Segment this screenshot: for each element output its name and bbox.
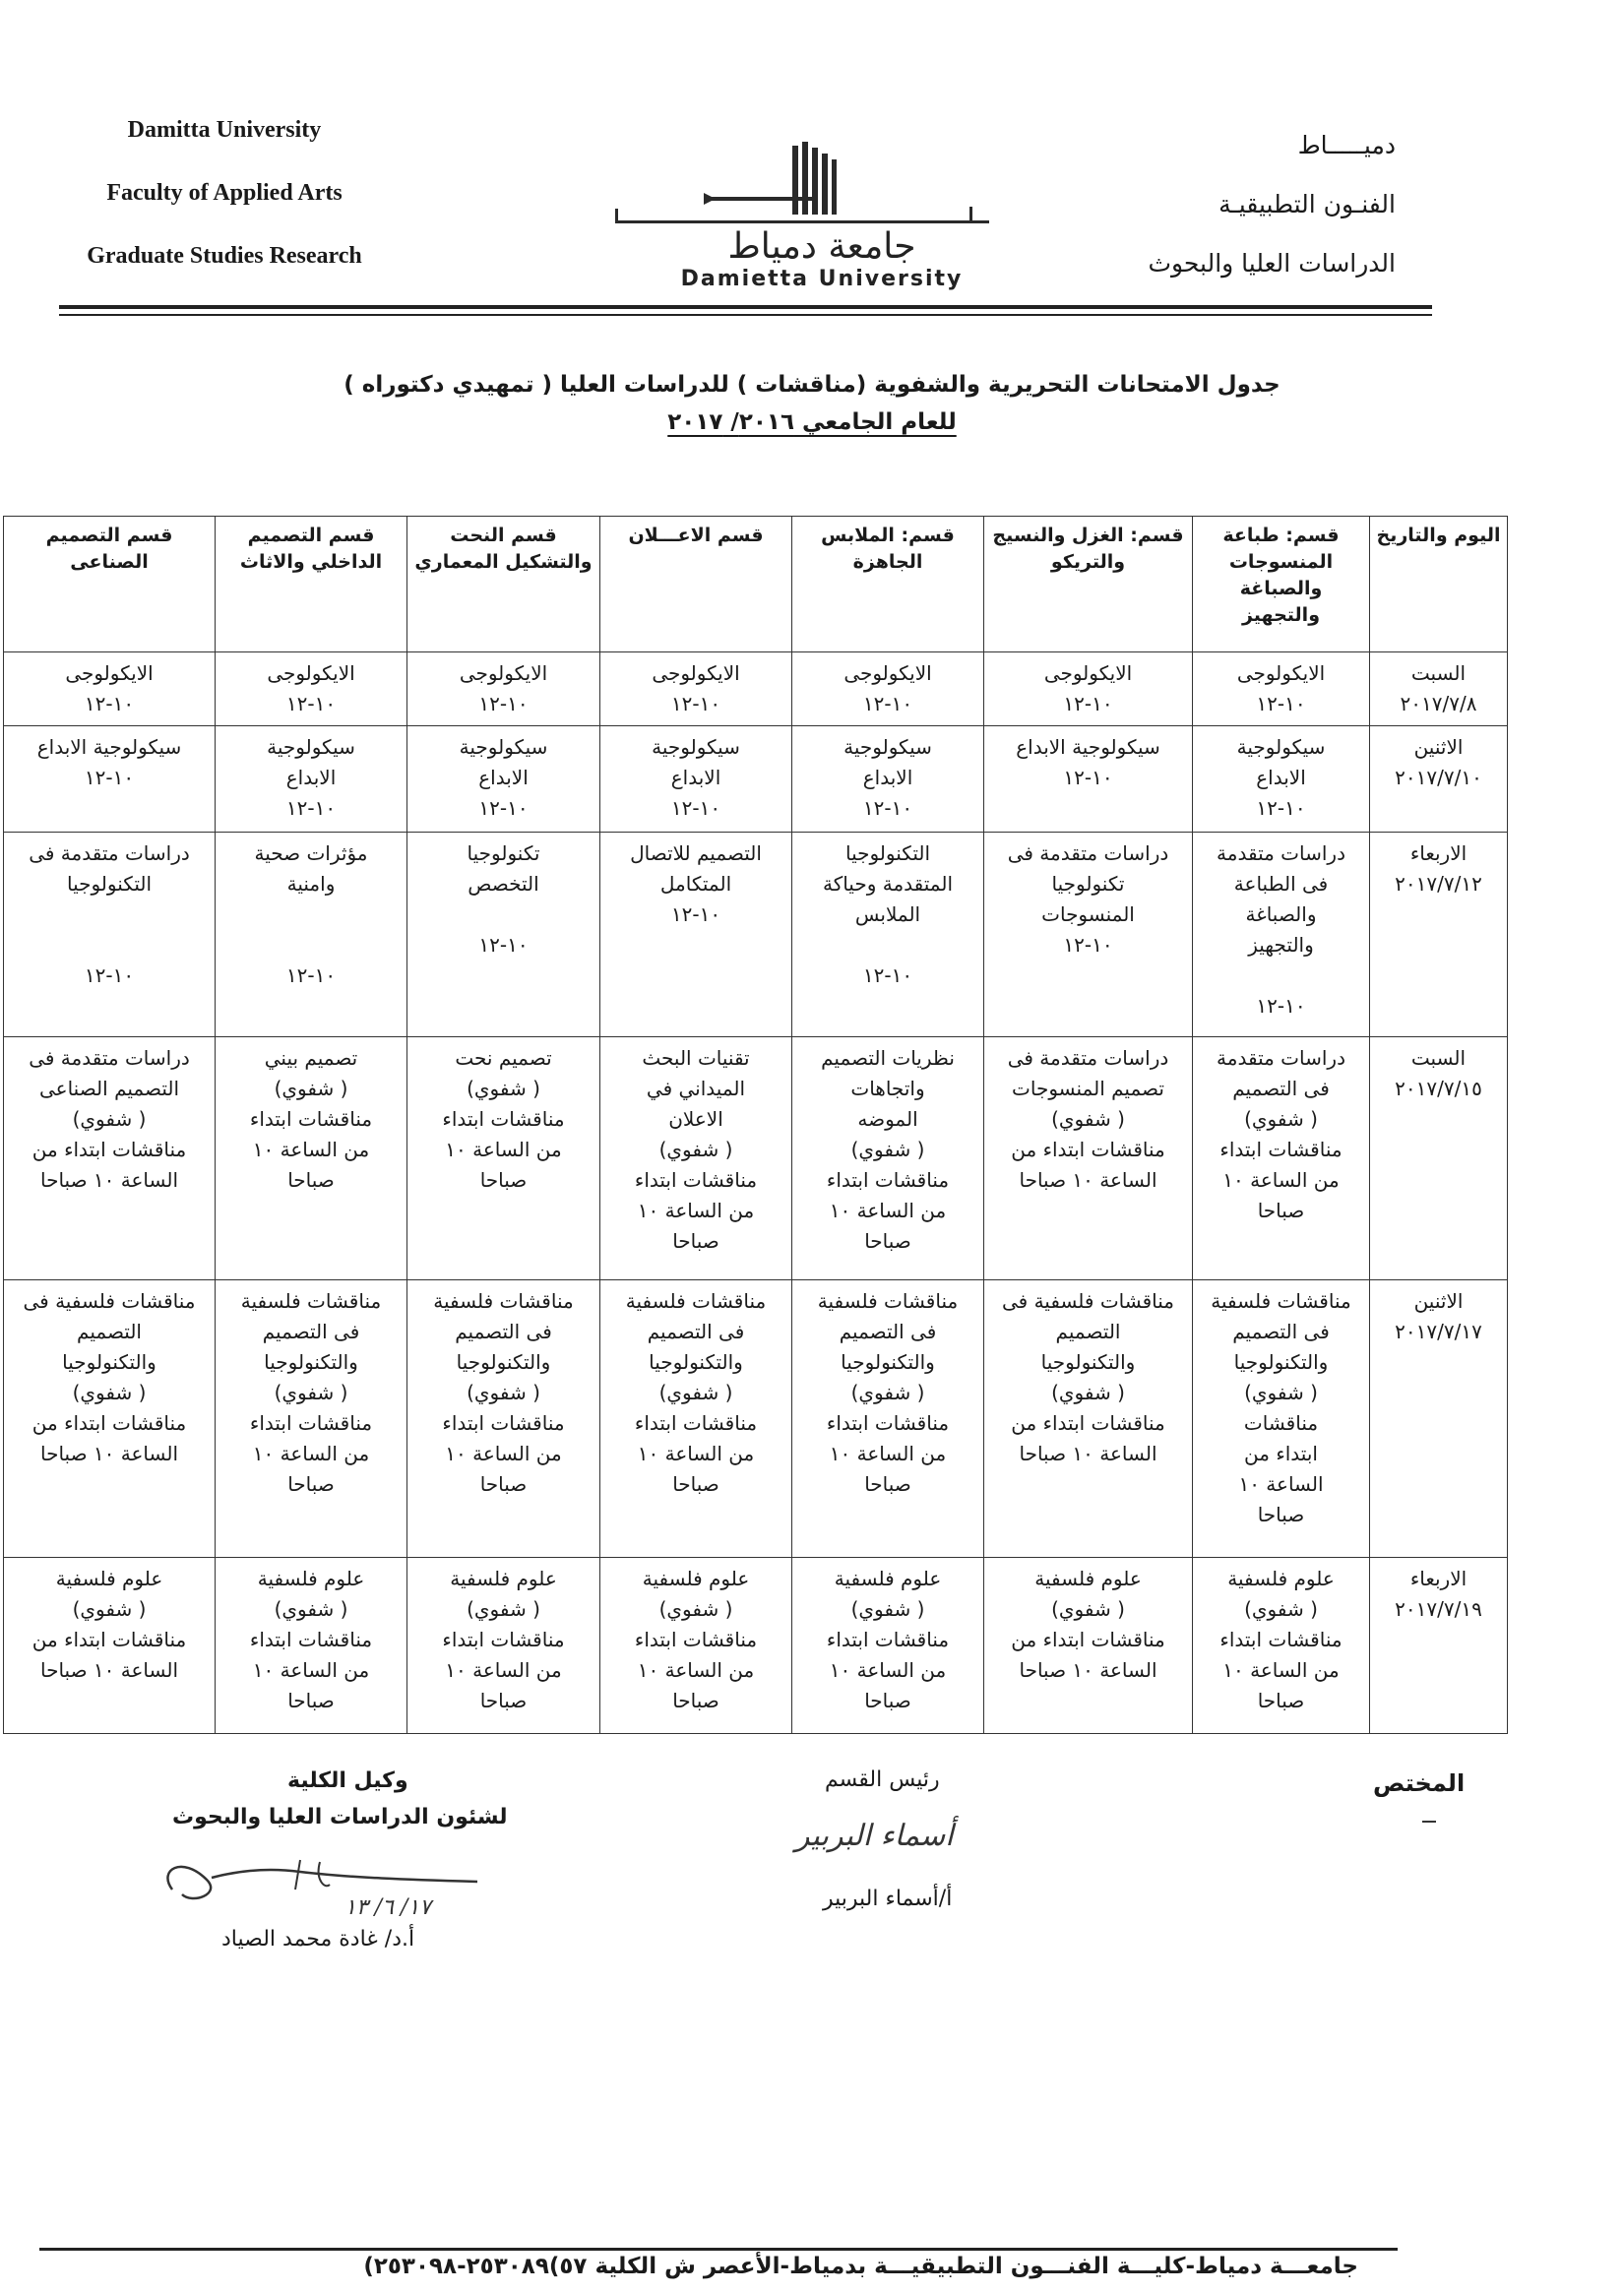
department-name-ar: الدراسات العليا والبحوث <box>1148 249 1396 278</box>
table-cell: تصميم نحت ( شفوي) مناقشات ابتداء من الساعة ١٠ صباحا <box>407 1037 600 1280</box>
table-cell: مناقشات فلسفية فى التصميم والتكنولوجيا ( شفوي) مناقشات ابتداء من الساعة ١٠ صباحا <box>792 1280 984 1558</box>
table-cell: سيكولوجية الابداع ١٠-١٢ <box>216 726 407 833</box>
table-row <box>4 1558 1508 1734</box>
table-cell: علوم فلسفية ( شفوي) مناقشات ابتداء من الساعة ١٠ صباحا <box>600 1558 792 1734</box>
table-row <box>4 1280 1508 1558</box>
column-header: قسم الاعـــلان <box>600 517 792 652</box>
university-name-en: Damitta University <box>127 117 322 143</box>
table-cell: مناقشات فلسفية فى التصميم والتكنولوجيا ( شفوي) مناقشات ابتداء من الساعة ١٠ صباحا <box>216 1280 407 1558</box>
table-cell: دراسات متقدمة فى التصميم الصناعى ( شفوي) مناقشات ابتداء من الساعة ١٠ صباحا <box>4 1037 216 1280</box>
university-name-ar: دميـــــاط <box>1297 131 1396 159</box>
footer-address: جامعـــة دمياط-كليـــة الفنـــون التطبيقيـــة بدمياط-الأعصر ش الكلية ٥٧)٢٥٣٠٨٩-٢٥٣٠٩٨) <box>363 2254 1358 2279</box>
table-row <box>4 652 1508 726</box>
vice-dean-name: أ.د/ غادة محمد الصياد <box>221 1927 415 1952</box>
table-row <box>4 726 1508 833</box>
table-cell: تقنيات البحث الميداني في الاعلان ( شفوي) مناقشات ابتداء من الساعة ١٠ صباحا <box>600 1037 792 1280</box>
department-name-en: Graduate Studies Research <box>87 243 362 269</box>
faculty-name-en: Faculty of Applied Arts <box>106 180 343 206</box>
header-rule-thin <box>59 314 1432 316</box>
department-head-handwritten-signature: أسماء البربير <box>795 1819 954 1853</box>
table-cell: علوم فلسفية ( شفوي) مناقشات ابتداء من الساعة ١٠ صباحا <box>1193 1558 1370 1734</box>
logo-english-text: Damietta University <box>680 267 964 291</box>
table-cell: الايكولوجى ١٠-١٢ <box>984 652 1193 726</box>
date-cell: الاثنين ٢٠١٧/٧/١٧ <box>1370 1280 1508 1558</box>
vice-dean-signature <box>153 1840 487 1929</box>
date-cell: السبت ٢٠١٧/٧/١٥ <box>1370 1037 1508 1280</box>
table-cell: علوم فلسفية ( شفوي) مناقشات ابتداء من الساعة ١٠ صباحا <box>792 1558 984 1734</box>
table-row <box>4 1037 1508 1280</box>
specialist-title: المختص <box>1373 1769 1466 1797</box>
table-cell: مناقشات فلسفية فى التصميم والتكنولوجيا ( شفوي) مناقشات ابتداء من الساعة ١٠ صباحا <box>4 1280 216 1558</box>
table-cell: التصميم للاتصال المتكامل ١٠-١٢ <box>600 833 792 1037</box>
table-cell: علوم فلسفية ( شفوي) مناقشات ابتداء من الساعة ١٠ صباحا <box>216 1558 407 1734</box>
table-cell: سيكولوجية الابداع ١٠-١٢ <box>984 726 1193 833</box>
table-cell: تكنولوجيا التخصص ١٠-١٢ <box>407 833 600 1037</box>
table-header-row <box>4 517 1508 652</box>
column-header: قسم التصميم الصناعى <box>4 517 216 652</box>
table-cell: دراسات متقدمة فى التصميم ( شفوي) مناقشات ابتداء من الساعة ١٠ صباحا <box>1193 1037 1370 1280</box>
vice-dean-subtitle: لشئون الدراسات العليا والبحوث <box>172 1805 508 1829</box>
table-cell: مناقشات فلسفية فى التصميم والتكنولوجيا ( شفوي) مناقشات ابتداء من الساعة ١٠ صباحا <box>1193 1280 1370 1558</box>
table-cell: سيكولوجية الابداع ١٠-١٢ <box>600 726 792 833</box>
table-cell: دراسات متقدمة فى تكنولوجيا المنسوجات ١٠-١٢ <box>984 833 1193 1037</box>
header-rule-thick <box>59 305 1432 309</box>
table-cell: دراسات متقدمة فى تصميم المنسوجات ( شفوي) مناقشات ابتداء من الساعة ١٠ صباحا <box>984 1037 1193 1280</box>
table-cell: تصميم بيني ( شفوي) مناقشات ابتداء من الساعة ١٠ صباحا <box>216 1037 407 1280</box>
table-cell: دراسات متقدمة فى الطباعة والصباغة والتجهيز ١٠-١٢ <box>1193 833 1370 1037</box>
table-cell: الايكولوجى ١٠-١٢ <box>407 652 600 726</box>
date-cell: الاربعاء ٢٠١٧/٧/١٩ <box>1370 1558 1508 1734</box>
document-title: جدول الامتحانات التحريرية والشفوية (مناقشات ) للدراسات العليا ( تمهيدي دكتوراه ) <box>344 372 1280 398</box>
table-cell: الايكولوجى ١٠-١٢ <box>4 652 216 726</box>
academic-year: للعام الجامعي ٢٠١٦/ ٢٠١٧ <box>667 409 957 435</box>
table-cell: مناقشات فلسفية فى التصميم والتكنولوجيا ( شفوي) مناقشات ابتداء من الساعة ١٠ صباحا <box>984 1280 1193 1558</box>
department-head-title: رئيس القسم <box>825 1767 940 1792</box>
table-cell: مناقشات فلسفية فى التصميم والتكنولوجيا ( شفوي) مناقشات ابتداء من الساعة ١٠ صباحا <box>600 1280 792 1558</box>
table-cell: التكنولوجيا المتقدمة وحياكة الملابس ١٠-١٢ <box>792 833 984 1037</box>
column-header: اليوم والتاريخ <box>1370 517 1508 652</box>
column-header: قسم: الغزل والنسيج والتريكو <box>984 517 1193 652</box>
table-cell: الايكولوجى ١٠-١٢ <box>1193 652 1370 726</box>
table-cell: الايكولوجى ١٠-١٢ <box>600 652 792 726</box>
table-cell: سيكولوجية الابداع ١٠-١٢ <box>1193 726 1370 833</box>
table-cell: سيكولوجية الابداع ١٠-١٢ <box>792 726 984 833</box>
column-header: قسم النحت والتشكيل المعماري <box>407 517 600 652</box>
column-header: قسم التصميم الداخلي والاثاث <box>216 517 407 652</box>
header-english <box>28 98 421 287</box>
table-cell: نظريات التصميم واتجاهات الموضه ( شفوي) مناقشات ابتداء من الساعة ١٠ صباحا <box>792 1037 984 1280</box>
column-header: قسم: طباعة المنسوجات والصباغة والتجهيز <box>1193 517 1370 652</box>
table-cell: علوم فلسفية ( شفوي) مناقشات ابتداء من الساعة ١٠ صباحا <box>407 1558 600 1734</box>
table-cell: سيكولوجية الابداع ١٠-١٢ <box>407 726 600 833</box>
department-head-name: أ/أسماء البربير <box>823 1887 953 1911</box>
date-cell: الاربعاء ٢٠١٧/٧/١٢ <box>1370 833 1508 1037</box>
table-cell: سيكولوجية الابداع ١٠-١٢ <box>4 726 216 833</box>
vice-dean-handwritten-date: ١٧/ ٦/ ١٣ <box>344 1895 431 1920</box>
faculty-name-ar: الفنـون التطبيقيـة <box>1218 190 1396 218</box>
column-header: قسم: الملابس الجاهزة <box>792 517 984 652</box>
table-cell: مؤثرات صحية وامنية ١٠-١٢ <box>216 833 407 1037</box>
date-cell: الاثنين ٢٠١٧/٧/١٠ <box>1370 726 1508 833</box>
table-cell: علوم فلسفية ( شفوي) مناقشات ابتداء من الساعة ١٠ صباحا <box>984 1558 1193 1734</box>
table-cell: علوم فلسفية ( شفوي) مناقشات ابتداء من الساعة ١٠ صباحا <box>4 1558 216 1734</box>
exam-schedule-table <box>3 516 1508 1734</box>
university-logo <box>605 138 1038 295</box>
header-arabic <box>982 116 1396 293</box>
footer-rule <box>39 2248 1398 2251</box>
table-cell: الايكولوجى ١٠-١٢ <box>216 652 407 726</box>
date-cell: السبت ٢٠١٧/٧/٨ <box>1370 652 1508 726</box>
table-cell: الايكولوجى ١٠-١٢ <box>792 652 984 726</box>
logo-arabic-text: جامعة دمياط <box>727 226 916 267</box>
table-row <box>4 833 1508 1037</box>
vice-dean-title: وكيل الكلية <box>287 1768 408 1793</box>
specialist-mark <box>1422 1821 1436 1823</box>
table-cell: مناقشات فلسفية فى التصميم والتكنولوجيا ( شفوي) مناقشات ابتداء من الساعة ١٠ صباحا <box>407 1280 600 1558</box>
table-cell: دراسات متقدمة فى التكنولوجيا ١٠-١٢ <box>4 833 216 1037</box>
